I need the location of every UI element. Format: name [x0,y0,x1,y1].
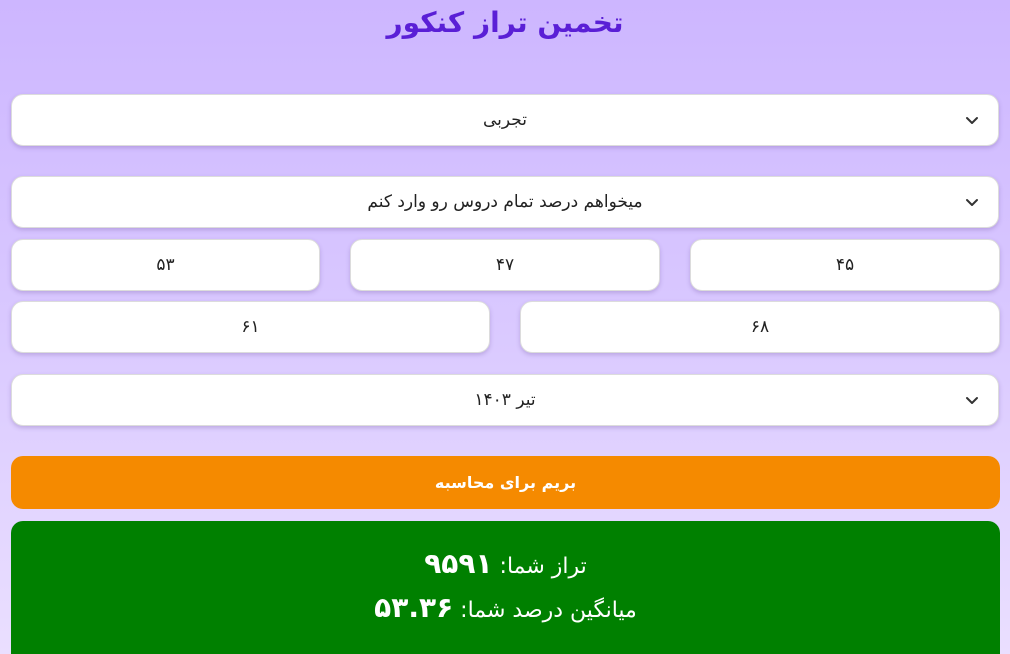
average-value: ۵۳.۳۶ [374,591,454,624]
result-panel [11,521,1000,654]
calculate-button[interactable]: بریم برای محاسبه [11,456,1000,509]
chevron-down-icon [964,112,980,128]
page-title: تخمین تراز کنکور [386,6,624,39]
score-input-4[interactable]: ۶۸ [520,301,1000,353]
input-mode-select[interactable] [11,176,999,228]
chevron-down-icon [964,392,980,408]
score-label: تراز شما: [499,554,587,579]
group-select-value: تجربی [483,110,527,130]
average-label: میانگین درصد شما: [460,598,637,623]
chevron-down-icon [964,194,980,210]
score-input-5[interactable]: ۶۱ [11,301,490,353]
input-mode-select-value: میخواهم درصد تمام دروس رو وارد کنم [367,192,643,212]
exam-date-select[interactable] [11,374,999,426]
average-result [11,591,1000,624]
score-result [11,547,1000,580]
exam-date-select-value: تیر ۱۴۰۳ [474,390,536,410]
score-input-3[interactable]: ۵۳ [11,239,320,291]
group-select[interactable] [11,94,999,146]
score-input-1[interactable]: ۴۵ [690,239,1000,291]
score-input-2[interactable]: ۴۷ [350,239,660,291]
score-value: ۹۵۹۱ [424,547,493,580]
